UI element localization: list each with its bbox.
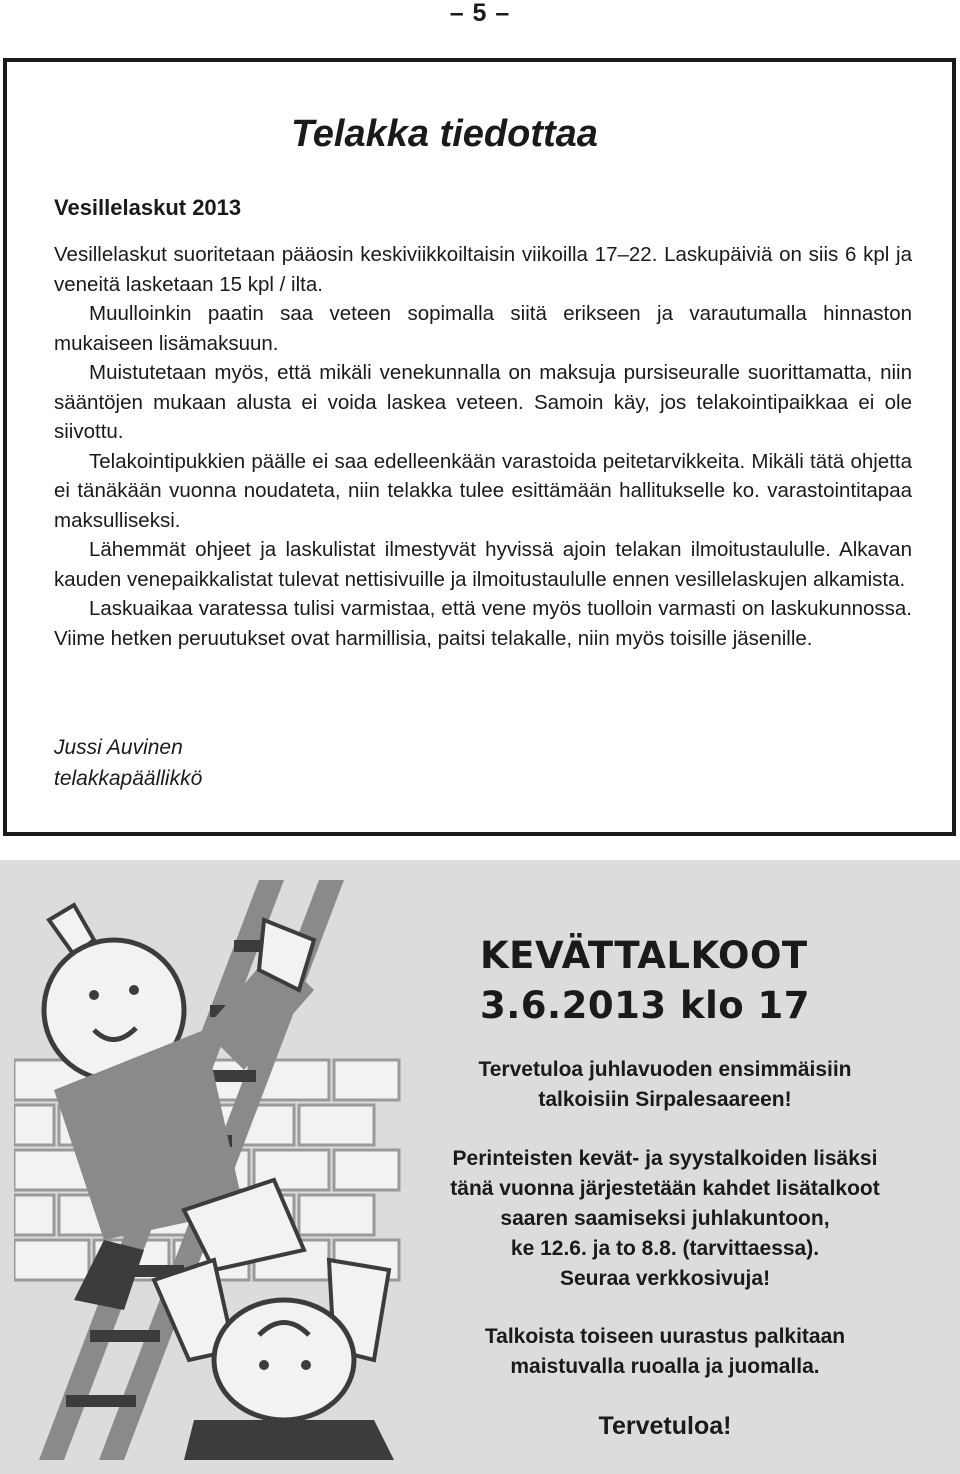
text-line: Perinteisten kevät- ja syystalkoiden lisäksi bbox=[452, 1147, 878, 1170]
text-line: ke 12.6. ja to 8.8. (tarvittaessa). bbox=[510, 1237, 820, 1260]
welcome-text bbox=[405, 1055, 925, 1115]
event-title: KEVÄTTALKOOT bbox=[480, 934, 808, 977]
signature bbox=[54, 732, 202, 794]
paragraph: Telakointipukkien päälle ei saa edelleenkään varastoida peitetarvikkeita. Mikäli tätä ohjetta ei tänäkään vuonna noudateta, niin telakka tulee esittämään hallitukselle ko. varastointitapaa maksulliseksi. bbox=[54, 449, 912, 532]
reward-text bbox=[405, 1322, 925, 1382]
closing-greeting: Tervetuloa! bbox=[598, 1412, 732, 1440]
article-box bbox=[3, 58, 956, 836]
article-body bbox=[54, 240, 912, 653]
text-line: Seuraa verkkosivuja! bbox=[559, 1267, 771, 1290]
signature-title: telakkapäällikkö bbox=[54, 767, 203, 790]
paragraph: Laskuaikaa varatessa tulisi varmistaa, että vene myös tuolloin varmasti on laskukunnossa. Viime hetken peruutukset ovat harmillisia, paitsi telakalle, niin myös toisille jäsenille. bbox=[54, 597, 912, 650]
text-line: tänä vuonna järjestetään kahdet lisätalkoot bbox=[450, 1177, 880, 1200]
ladder-climbers-illustration bbox=[14, 880, 404, 1460]
lower-climber-figure bbox=[154, 1260, 394, 1460]
event-date: 3.6.2013 klo 17 bbox=[480, 984, 811, 1027]
text-line: maistuvalla ruoalla ja juomalla. bbox=[510, 1355, 820, 1378]
paragraph: Vesillelaskut suoritetaan pääosin keskiviikkoiltaisin viikoilla 17–22. Laskupäiviä on siis 6 kpl ja veneitä lasketaan 15 kpl / ilta. bbox=[54, 243, 912, 296]
article-title: Telakka tiedottaa bbox=[291, 113, 598, 155]
extra-talkoot-text bbox=[405, 1144, 925, 1294]
text-line: Talkoista toiseen uurastus palkitaan bbox=[484, 1325, 846, 1348]
paragraph: Muulloinkin paatin saa veteen sopimalla siitä erikseen ja varautumalla hinnaston mukaiseen lisämaksuun. bbox=[54, 302, 912, 355]
signature-name: Jussi Auvinen bbox=[54, 736, 183, 759]
text-line: Tervetuloa juhlavuoden ensimmäisiin bbox=[478, 1058, 852, 1081]
paragraph: Muistutetaan myös, että mikäli venekunnalla on maksuja pursiseuralle suorittamatta, niin sääntöjen mukaan alusta ei voida laskea veteen. Samoin käy, jos telakointipaikkaa ei ole siivottu. bbox=[54, 361, 912, 443]
section-heading: Vesillelaskut 2013 bbox=[54, 195, 242, 220]
paragraph: Lähemmät ohjeet ja laskulistat ilmestyvät hyvissä ajoin telakan ilmoitustaululle. Alkavan kauden venepaikkalistat tulevat nettisivuille ja ilmoitustaululle ennen vesillelaskujen alkamista. bbox=[54, 538, 912, 591]
text-line: saaren saamiseksi juhlakuntoon, bbox=[500, 1207, 830, 1230]
talkoot-panel bbox=[0, 860, 960, 1474]
page-number: – 5 – bbox=[449, 0, 511, 27]
text-line: talkoisiin Sirpalesaareen! bbox=[538, 1088, 792, 1111]
